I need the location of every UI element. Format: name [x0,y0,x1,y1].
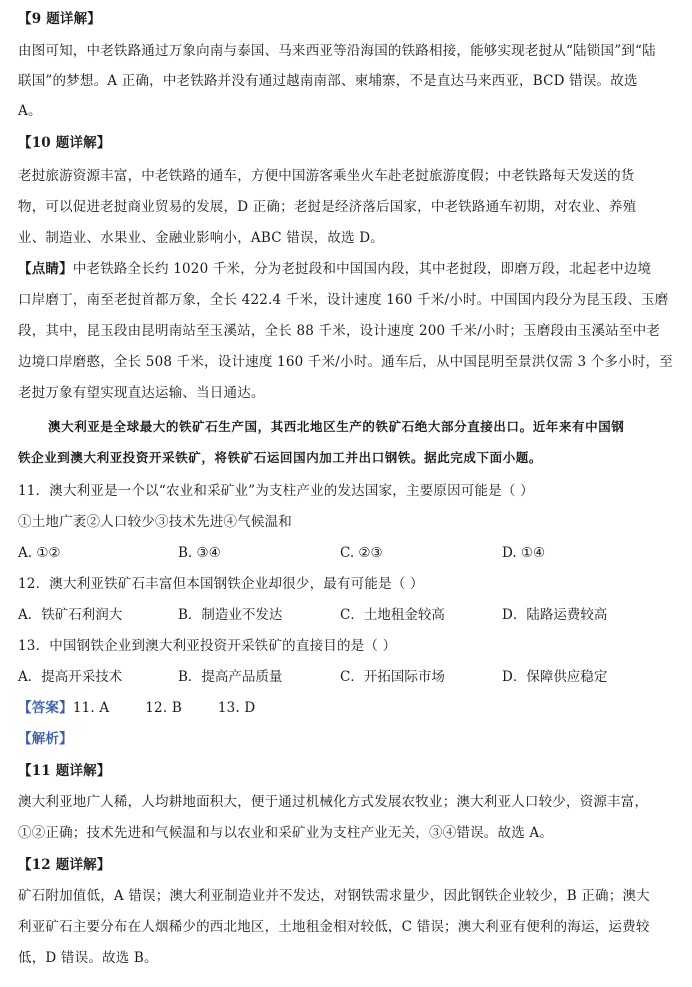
q11-option-b: B. ③④ [178,545,221,561]
dianjing-line-1 [18,260,651,278]
q12-option-d: D．陆路运费较高 [502,607,608,623]
q10-text-line-2: 物，可以促进老挝商业贸易的发展，D 正确；老挝是经济落后国家，中老铁路通车初期，对农业、养殖 [18,199,637,215]
q10-heading: 【10 题详解】 [18,135,111,151]
q12-option-b: B．制造业不发达 [178,607,283,623]
q9-text-line-1: 由图可知，中老铁路通过万象向南与泰国、马来西亚等沿海国的铁路相接，能够实现老挝从“陆锁国”到“陆 [18,43,656,59]
q13-stem: 13．中国钢铁企业到澳大利亚投资开采铁矿的直接目的是（ ） [18,638,397,654]
q13-option-d: D．保障供应稳定 [502,669,608,685]
dianjing-text-1: 中老铁路全长约 1020 千米，分为老挝段和中国国内段，其中老挝段，即磨万段，北起老中边境 [72,261,652,277]
q12-detail-heading: 【12 题详解】 [18,857,111,873]
answer-tag: 【答案】 [18,700,73,716]
q12-option-a: A．铁矿石利润大 [18,607,123,623]
q13-option-b: B．提高产品质量 [178,669,283,685]
q11-option-d: D. ①④ [502,545,546,561]
analysis-tag: 【解析】 [18,731,73,747]
q11-detail-line-1: 澳大利亚地广人稀，人均耕地面积大，便于通过机械化方式发展农牧业；澳大利亚人口较少，资源丰富， [18,794,649,810]
dianjing-tag: 【点睛】 [18,261,73,277]
q9-text-line-3: A。 [18,103,42,119]
passage-line-1: 澳大利亚是全球最大的铁矿石生产国，其西北地区生产的铁矿石绝大部分直接出口。近年来有中国钢 [48,419,625,434]
answer-line [18,699,255,717]
q10-text-line-1: 老挝旅游资源丰富，中老铁路的通车，方便中国游客乘坐火车赴老挝旅游度假；中老铁路每天发送的货 [18,168,635,184]
q11-substatements: ①土地广袤②人口较少③技术先进④气候温和 [18,514,292,530]
q10-text-line-3: 业、制造业、水果业、金融业影响小，ABC 错误，故选 D。 [18,230,384,246]
q13-option-c: C．开拓国际市场 [340,669,445,685]
q9-text-line-2: 联国”的梦想。A 正确，中老铁路并没有通过越南南部、柬埔寨，不是直达马来西亚，BCD 错误。故选 [18,73,638,89]
passage-line-2: 铁企业到澳大利亚投资开采铁矿，将铁矿石运回国内加工并出口钢铁。据此完成下面小题。 [18,450,543,465]
answer-values: 11. A 12. B 13. D [72,700,256,716]
q11-detail-heading: 【11 题详解】 [18,763,111,779]
q11-stem: 11．澳大利亚是一个以“农业和采矿业”为支柱产业的发达国家，主要原因可能是（ ） [18,483,534,499]
q12-detail-line-1: 矿石附加值低，A 错误；澳大利亚制造业并不发达，对钢铁需求量少，因此钢铁企业较少，B 正确；澳大 [18,888,650,904]
dianjing-line-2: 口岸磨丁，南至老挝首都万象，全长 422.4 千米，设计速度 160 千米/小时。中国国内段分为昆玉段、玉磨 [18,292,669,308]
q12-option-c: C．土地租金较高 [340,607,445,623]
dianjing-line-4: 边境口岸磨憨，全长 508 千米，设计速度 160 千米/小时。通车后，从中国昆明至景洪仅需 3 个多小时，至 [18,354,673,370]
q13-option-a: A．提高开采技术 [18,669,123,685]
q11-option-a: A. ①② [18,545,61,561]
q12-stem: 12．澳大利亚铁矿石丰富但本国钢铁企业却很少，最有可能是（ ） [18,576,424,592]
q11-detail-line-2: ①②正确；技术先进和气候温和与以农业和采矿业为支柱产业无关，③④错误。故选 A。 [18,825,554,841]
q11-option-c: C. ②③ [340,545,383,561]
q9-heading: 【9 题详解】 [18,11,101,27]
q12-detail-line-2: 利亚矿石主要分布在人烟稀少的西北地区，土地租金相对较低，C 错误；澳大利亚有便利的海运，运费较 [18,919,650,935]
dianjing-line-5: 老挝万象有望实现直达运输、当日通达。 [18,385,265,401]
q12-detail-line-3: 低，D 错误。故选 B。 [18,950,158,966]
dianjing-line-3: 段，其中，昆玉段由昆明南站至玉溪站，全长 88 千米，设计速度 200 千米/小时；玉磨段由玉溪站至中老 [18,323,661,339]
